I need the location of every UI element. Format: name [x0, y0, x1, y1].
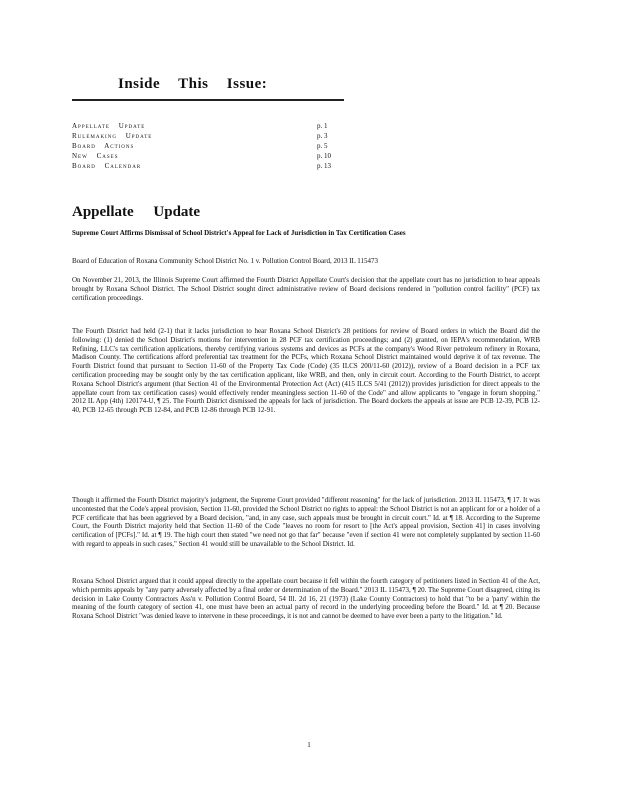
title-divider — [72, 99, 344, 101]
toc-item-label: Rulemaking Update — [72, 132, 153, 140]
toc-item[interactable] — [72, 161, 347, 171]
toc-item-page: p. 10 — [317, 152, 331, 160]
toc-item-page: p. 5 — [317, 142, 328, 150]
body-paragraph: Roxana School District argued that it could appeal directly to the appellate court because it fell within the fourth category of petitioners listed in Section 41 of the Act, which permits appeals by "any party adversely affected by a final order or determination of the Board." 2013 IL 115473, ¶ 20. The Supreme Court disagreed, citing its decision in Lake County Contractors Ass'n v. Pollution Control Board, 54 Ill. 2d 16, 21 (1973) (Lake County Contractors) to hold that "to be a 'party' within the meaning of the fourth category of section 41, one must have been an actual party of record in the underlying proceeding before the Board." Id. at ¶ 20. Because Roxana School District "was denied leave to intervene in these proceedings, it is not and cannot be deemed to have ever been a party to the litigation." Id. — [72, 577, 540, 621]
case-citation: Board of Education of Roxana Community School District No. 1 v. Pollution Control Board, 2013 IL 115473 — [72, 257, 379, 265]
section-heading: Appellate Update — [72, 204, 201, 220]
toc-item-page: p. 3 — [317, 132, 328, 140]
inside-issue-title: Inside This Issue: — [118, 76, 268, 92]
toc-item-page: p. 1 — [317, 122, 328, 130]
toc-item-label: New Cases — [72, 152, 119, 160]
toc-item[interactable] — [72, 141, 347, 151]
toc-item-label: Board Calendar — [72, 162, 142, 170]
page-number: 1 — [307, 741, 311, 749]
body-paragraph: On November 21, 2013, the Illinois Supreme Court affirmed the Fourth District Appellate Court's decision that the appellate court has no jurisdiction to hear appeals brought by Roxana School District. The School District sought direct administrative review of Board decisions rendered in "pollution control facility" (PCF) tax certification proceedings. — [72, 276, 540, 302]
article-title: Supreme Court Affirms Dismissal of School District's Appeal for Lack of Jurisdiction in Tax Certification Cases — [72, 229, 406, 237]
body-paragraph: The Fourth District had held (2-1) that it lacks jurisdiction to hear Roxana School District's 28 petitions for review of Board orders in which the Board did the following: (1) denied the School District's motions for intervention in 28 PCF tax certification proceedings; and (2) granted, on IEPA's recommendation, WRB Refining, LLC's tax certification applications, thereby certifying various systems and devices as PCFs at the company's Wood River petroleum refinery in Roxana, Madison County. The certifications afford preferential tax treatment for the PCFs, which Roxana School District maintained would deprive it of tax revenue. The Fourth District found that pursuant to Section 11-60 of the Property Tax Code (Code) (35 ILCS 200/11-60 (2012)), review of a Board decision in a PCF tax certification proceeding may be sought only by the tax certification applicant, like WRB, and then, only in circuit court. According to the Fourth District, to accept Roxana School District's argument (that Section 41 of the Environmental Protection Act (Act) (415 ILCS 5/41 (2012)) provides jurisdiction for direct appeals to the appellate court from tax certification cases) would effectively render meaningless section 11-60 of the Code" and allow applicants to "engage in forum shopping." 2012 IL App (4th) 120174-U, ¶ 25. The Fourth District dismissed the appeals for lack of jurisdiction. The Board dockets the appeals at issue are PCB 12-39, PCB 12-40, PCB 12-65 through PCB 12-84, and PCB 12-86 through PCB 12-91. — [72, 327, 540, 415]
toc-item-label: Appellate Update — [72, 122, 146, 130]
toc-item[interactable] — [72, 151, 347, 161]
toc-item[interactable] — [72, 131, 347, 141]
toc-item-label: Board Actions — [72, 142, 135, 150]
table-of-contents — [72, 121, 347, 171]
toc-item-page: p. 13 — [317, 162, 331, 170]
toc-item[interactable] — [72, 121, 347, 131]
body-paragraph: Though it affirmed the Fourth District majority's judgment, the Supreme Court provided "different reasoning" for the lack of jurisdiction. 2013 IL 115473, ¶ 17. It was uncontested that the Code's appeal provision, Section 11-60, provided the School District no rights to appeal: the School District is not an applicant for or a holder of a PCF certificate that has been aggrieved by a Board decision, "and, in any case, such appeals must be brought in circuit court." Id. at ¶ 18. According to the Supreme Court, the Fourth District majority held that Section 11-60 of the Code "leaves no room for resort to [the Act's appeal provision, Section 41] in cases involving certification of [PCFs]." Id. at ¶ 19. The high court then stated "we need not go that far" because "even if section 41 were not completely supplanted by section 11-60 with regard to appeals in such cases," Section 41 would still be unavailable to the School District. Id. — [72, 496, 540, 548]
